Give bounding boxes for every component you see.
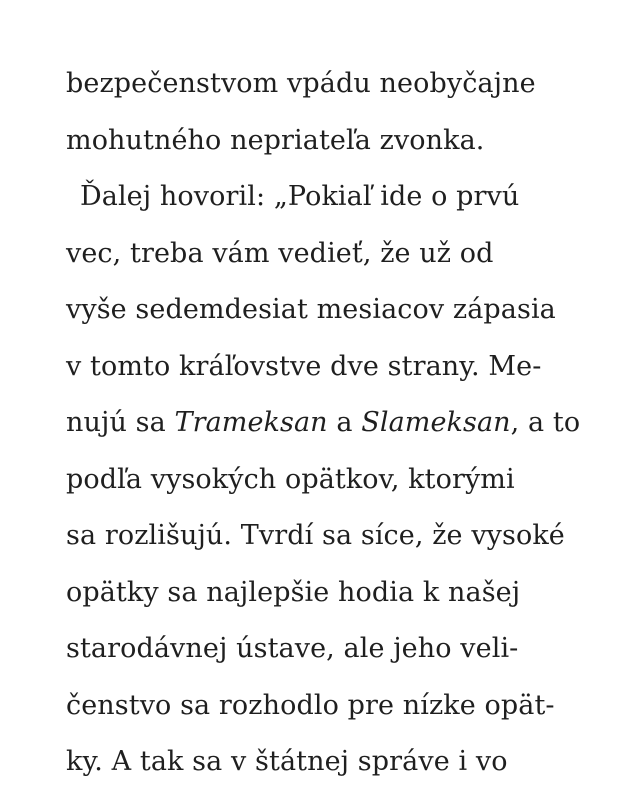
- text-line: bezpečenstvom vpádu neobyčajne: [66, 68, 536, 99]
- text-line: ky. A tak sa v štátnej správe i vo: [66, 746, 508, 777]
- text-line: Ďalej hovoril: „Pokiaľ ide o prvú: [80, 181, 520, 212]
- page-text: [66, 56, 606, 791]
- text-run: nujú sa: [66, 407, 175, 438]
- text-run: , a to: [510, 407, 581, 438]
- text-line: starodávnej ústave, ale jeho veli-: [66, 633, 519, 664]
- text-line: sa rozlišujú. Tvrdí sa síce, že vysoké: [66, 520, 565, 551]
- text-line: v tomto kráľovstve dve strany. Me-: [66, 350, 542, 382]
- text-line: [66, 395, 606, 452]
- text-line: vec, treba vám vedieť, že už od: [66, 237, 494, 269]
- text-line: podľa vysokých opätkov, ktorými: [66, 463, 515, 495]
- text-line: vyše sedemdesiat mesiacov zápasia: [66, 294, 556, 325]
- text-line: čenstvo sa rozhodlo pre nízke opät-: [66, 689, 555, 721]
- text-run: a: [327, 407, 362, 438]
- text-line: mohutného nepriateľa zvonka.: [66, 124, 485, 156]
- text-line: opätky sa najlepšie hodia k našej: [66, 576, 521, 608]
- italic-term: Slameksan: [361, 407, 511, 438]
- italic-term: Trameksan: [174, 407, 328, 438]
